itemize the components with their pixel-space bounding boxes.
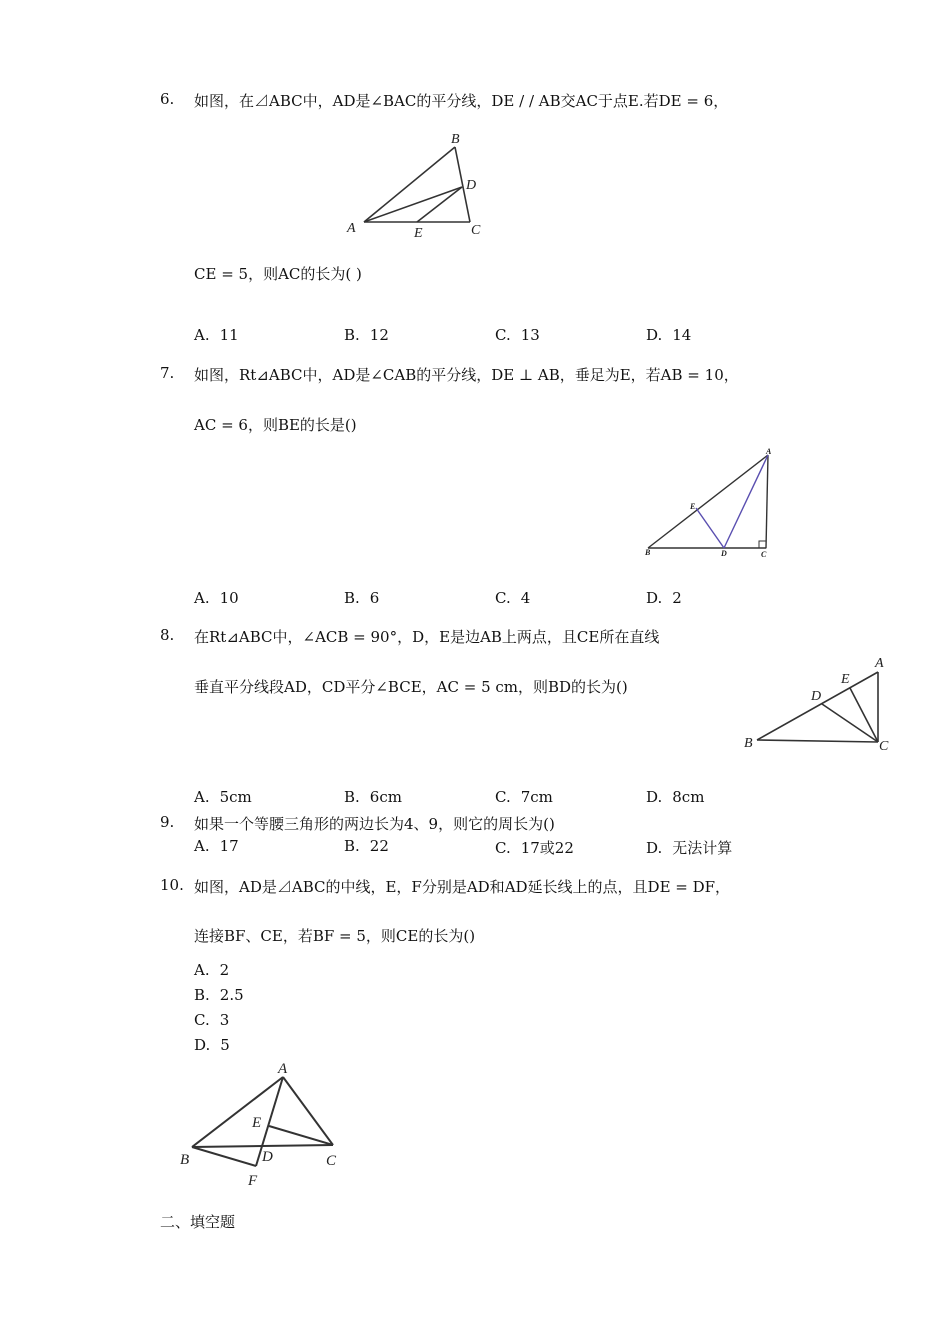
q10-option-a[interactable]: A. 2 bbox=[194, 961, 230, 979]
q9-number: 9. bbox=[160, 813, 175, 831]
q10-label-a: A bbox=[278, 1061, 288, 1077]
q6-option-c[interactable]: C. 13 bbox=[495, 326, 540, 344]
q7-label-d: D bbox=[721, 549, 727, 558]
q7-label-a: A bbox=[766, 447, 772, 456]
q7-option-c[interactable]: C. 4 bbox=[495, 589, 531, 607]
q8-label-d: D bbox=[811, 689, 822, 704]
q10-label-b: B bbox=[180, 1152, 190, 1168]
q8-option-c[interactable]: C. 7cm bbox=[495, 788, 553, 806]
q8-label-c: C bbox=[879, 739, 889, 754]
q6-seg-de bbox=[417, 187, 462, 222]
q10-label-f: F bbox=[248, 1173, 258, 1189]
q6-option-d[interactable]: D. 14 bbox=[646, 326, 692, 344]
q9-stem-line1: 如果一个等腰三角形的两边长为4、9，则它的周长为() bbox=[194, 815, 555, 833]
q9-option-d[interactable]: D. 无法计算 bbox=[646, 839, 733, 857]
q6-label-b: B bbox=[451, 132, 460, 147]
q8-seg-cd bbox=[822, 704, 878, 742]
q9-option-a[interactable]: A. 17 bbox=[194, 837, 239, 855]
q10-option-d[interactable]: D. 5 bbox=[194, 1036, 230, 1054]
q10-seg-bf bbox=[192, 1147, 256, 1166]
q7-option-b[interactable]: B. 6 bbox=[344, 589, 380, 607]
q7-seg-ad bbox=[724, 455, 768, 548]
q7-label-b: B bbox=[645, 548, 651, 557]
q10-stem-line2: 连接BF、CE，若BF = 5，则CE的长为() bbox=[194, 927, 476, 945]
q10-seg-ce bbox=[269, 1126, 333, 1145]
q10-seg-ac bbox=[283, 1077, 333, 1145]
q10-figure bbox=[170, 1055, 355, 1190]
q6-number: 6. bbox=[160, 90, 175, 108]
q8-option-d[interactable]: D. 8cm bbox=[646, 788, 705, 806]
q7-label-c: C bbox=[761, 550, 767, 559]
q6-option-b[interactable]: B. 12 bbox=[344, 326, 389, 344]
q10-seg-ab bbox=[192, 1077, 283, 1147]
q8-label-b: B bbox=[744, 736, 753, 751]
q10-label-e: E bbox=[252, 1115, 262, 1131]
q7-label-e: E bbox=[690, 502, 696, 511]
q10-option-c[interactable]: C. 3 bbox=[194, 1011, 230, 1029]
q7-figure bbox=[640, 445, 780, 565]
q6-label-d: D bbox=[466, 178, 477, 193]
q6-stem-line1: 如图，在⊿ABC中，AD是∠BAC的平分线，DE / / AB交AC于点E.若DE = 6， bbox=[194, 92, 729, 110]
q7-number: 7. bbox=[160, 364, 175, 382]
q7-stem-line1: 如图，Rt⊿ABC中，AD是∠CAB的平分线，DE ⊥ AB，垂足为E，若AB = 10， bbox=[194, 366, 739, 384]
q9-option-c[interactable]: C. 17或22 bbox=[495, 839, 574, 857]
q7-seg-ab bbox=[648, 455, 768, 548]
q6-label-e: E bbox=[414, 226, 423, 241]
q8-option-b[interactable]: B. 6cm bbox=[344, 788, 402, 806]
q6-figure bbox=[340, 125, 490, 245]
q8-seg-ce bbox=[850, 688, 878, 742]
q6-seg-ad bbox=[364, 187, 462, 222]
q10-option-b[interactable]: B. 2.5 bbox=[194, 986, 244, 1004]
q6-label-a: A bbox=[347, 221, 356, 236]
q7-seg-ac bbox=[766, 455, 768, 548]
q7-seg-de bbox=[696, 508, 724, 548]
q7-option-a[interactable]: A. 10 bbox=[194, 589, 239, 607]
q7-option-d[interactable]: D. 2 bbox=[646, 589, 682, 607]
q6-seg-ab bbox=[364, 147, 455, 222]
q10-label-d: D bbox=[262, 1149, 273, 1165]
q6-stem-line2: CE = 5，则AC的长为( ) bbox=[194, 265, 362, 283]
q7-stem-line2: AC = 6，则BE的长是() bbox=[194, 416, 357, 434]
q10-stem-line1: 如图，AD是⊿ABC的中线，E，F分别是AD和AD延长线上的点，且DE = DF， bbox=[194, 878, 731, 896]
q6-label-c: C bbox=[471, 223, 481, 238]
q8-stem-line1: 在Rt⊿ABC中，∠ACB = 90°，D，E是边AB上两点，且CE所在直线 bbox=[194, 628, 660, 646]
section-title: 二、填空题 bbox=[160, 1213, 236, 1231]
q10-label-c: C bbox=[326, 1153, 337, 1169]
q8-seg-bc bbox=[757, 740, 878, 742]
q8-number: 8. bbox=[160, 626, 175, 644]
q8-label-e: E bbox=[841, 672, 850, 687]
q8-label-a: A bbox=[875, 656, 884, 671]
q8-figure bbox=[735, 650, 900, 760]
q8-option-a[interactable]: A. 5cm bbox=[194, 788, 252, 806]
q9-option-b[interactable]: B. 22 bbox=[344, 837, 389, 855]
q6-option-a[interactable]: A. 11 bbox=[194, 326, 239, 344]
q10-number: 10. bbox=[160, 876, 184, 894]
q8-stem-line2: 垂直平分线段AD，CD平分∠BCE，AC = 5 cm，则BD的长为() bbox=[194, 678, 628, 696]
